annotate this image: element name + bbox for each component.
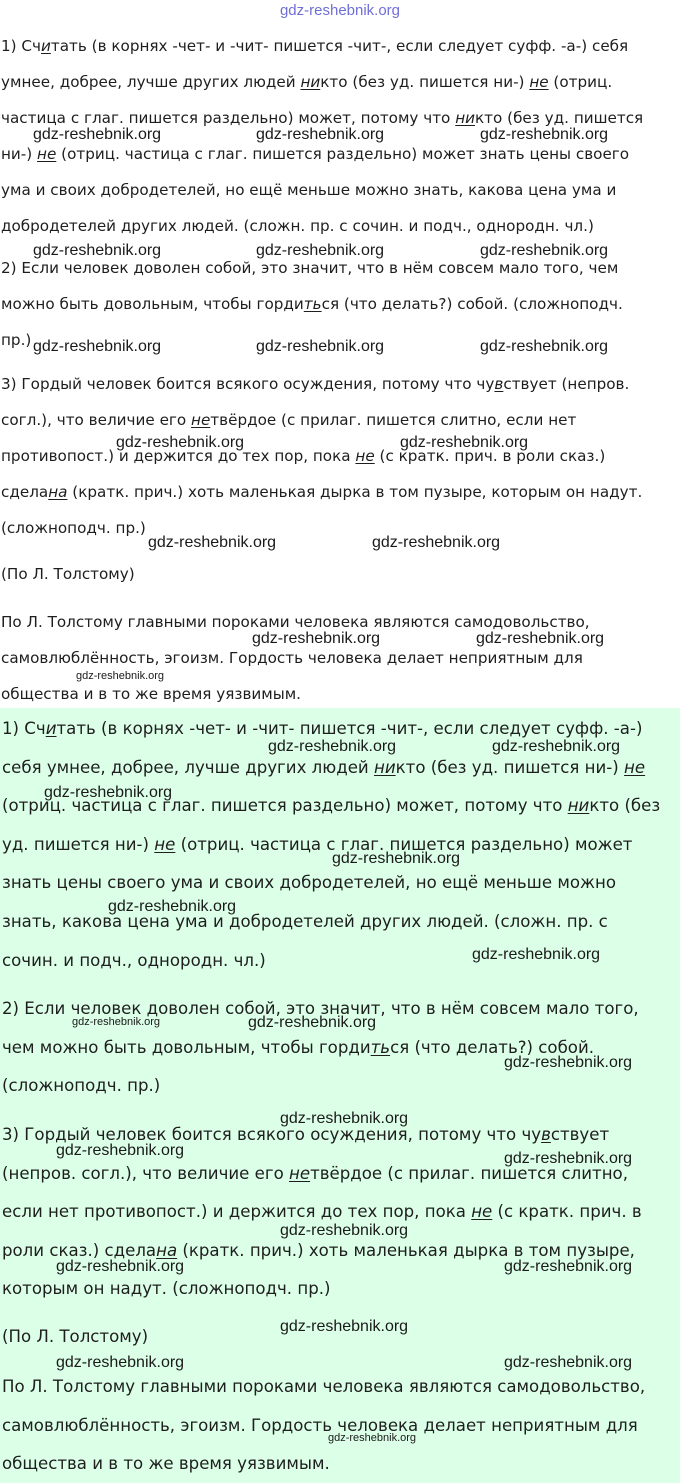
text-line: 3) Гордый человек боится всякого осуждения, потому что чувствует: [2, 1125, 610, 1144]
watermark: gdz-reshebnik.org: [328, 1432, 417, 1444]
highlighted-letter: ни: [567, 796, 590, 816]
highlighted-letter: не: [355, 447, 375, 465]
watermark: gdz-reshebnik.org: [248, 1014, 377, 1031]
highlighted-letter: не: [624, 757, 646, 777]
text-line: себя умнее, добрее, лучше других людей никто (без уд. пишется ни-) не: [2, 757, 646, 777]
watermark: gdz-reshebnik.org: [480, 242, 609, 259]
watermark: gdz-reshebnik.org: [504, 1054, 633, 1071]
watermark: gdz-reshebnik.org: [33, 338, 162, 355]
watermark: gdz-reshebnik.org: [252, 630, 381, 647]
highlighted-letter: ни: [455, 109, 475, 127]
text-line: 1) Считать (в корнях -чет- и -чит- пишется -чит-, если следует суфф. -а-): [2, 719, 643, 738]
watermark: gdz-reshebnik.org: [116, 434, 245, 451]
watermark: gdz-reshebnik.org: [472, 946, 601, 963]
text-line: добродетелей других людей. (сложн. пр. с сочин. и подч., однородн. чл.): [1, 217, 594, 235]
watermark: gdz-reshebnik.org: [504, 1354, 633, 1371]
highlighted-letter: не: [37, 145, 57, 163]
highlighted-letter: не: [289, 1163, 311, 1183]
highlighted-letter: ни: [300, 73, 321, 91]
watermark: gdz-reshebnik.org: [256, 126, 385, 143]
paragraph-2: [2, 990, 678, 1106]
highlighted-letter: и: [45, 719, 57, 738]
text-line: 1) Считать (в корнях -чет- и -чит- пишется -чит-, если следует суфф. -а-) себя: [1, 37, 629, 55]
text-line: сделана (кратк. прич.) хоть маленькая дырка в том пузыре, которым он надут.: [1, 483, 643, 501]
watermark: gdz-reshebnik.org: [33, 126, 162, 143]
highlighted-letter: на: [48, 483, 68, 501]
text-line: противопост.) и держится до тех пор, пока не (с кратк. прич. в роли сказ.): [1, 447, 606, 465]
text-line: 2) Если человек доволен собой, это значит, что в нём совсем мало того,: [2, 999, 639, 1018]
watermark: gdz-reshebnik.org: [476, 630, 605, 647]
highlighted-letter: не: [154, 834, 176, 854]
watermark: gdz-reshebnik.org: [372, 534, 501, 551]
text-line: (сложноподч. пр.): [1, 519, 146, 537]
watermark: gdz-reshebnik.org: [108, 898, 237, 915]
text-line: согл.), что величие его нетвёрдое (с прилаг. пишется слитно, если нет: [1, 411, 577, 429]
source-attribution: (По Л. Толстому): [2, 1327, 149, 1346]
watermark: gdz-reshebnik.org: [280, 1222, 409, 1239]
watermark: gdz-reshebnik.org: [56, 1142, 185, 1159]
watermark: gdz-reshebnik.org: [480, 338, 609, 355]
highlighted-letter: не: [191, 411, 211, 429]
text-line: общества и в то же время уязвимым.: [1, 685, 301, 703]
text-line: знать цены своего ума и своих добродетелей, но ещё меньше можно: [2, 873, 616, 893]
highlighted-letter: в: [541, 1125, 551, 1144]
highlighted-letter: и: [41, 37, 51, 55]
watermark: gdz-reshebnik.org: [72, 1016, 161, 1028]
text-line: сочин. и подч., однородн. чл.): [2, 950, 266, 970]
highlighted-letter: ть: [370, 1037, 391, 1057]
text-line: можно быть довольным, чтобы гордиться (что делать?) собой. (сложноподч.: [1, 295, 623, 313]
text-line: (непров. согл.), что величие его нетвёрдое (с прилаг. пишется слитно,: [2, 1163, 628, 1183]
paragraph-summary: [1, 604, 677, 712]
site-header: gdz-reshebnik.org: [279, 2, 401, 19]
highlighted-letter: в: [494, 375, 504, 393]
text-line: 2) Если человек доволен собой, это значит, что в нём совсем мало того, чем: [1, 259, 619, 277]
text-line: которым он надут. (сложноподч. пр.): [2, 1279, 331, 1299]
watermark: gdz-reshebnik.org: [33, 242, 162, 259]
text-line: По Л. Толстому главными пороками человека являются самодовольство,: [2, 1377, 646, 1396]
text-line: ума и своих добродетелей, но ещё меньше можно знать, какова цена ума и: [1, 181, 617, 199]
text-line: (сложноподч. пр.): [2, 1076, 161, 1096]
paragraph-3: [1, 366, 677, 546]
watermark: gdz-reshebnik.org: [400, 434, 529, 451]
text-line: роли сказ.) сделана (кратк. прич.) хоть маленькая дырка в том пузыре,: [2, 1240, 635, 1260]
source-attribution: (По Л. Толстому): [1, 565, 135, 583]
text-line: умнее, добрее, лучше других людей никто (без уд. пишется ни-) не (отриц.: [1, 73, 613, 91]
text-line: По Л. Толстому главными пороками человека являются самодовольство,: [1, 613, 590, 631]
watermark: gdz-reshebnik.org: [280, 1318, 409, 1335]
watermark: gdz-reshebnik.org: [268, 738, 397, 755]
text-line: частица с глаг. пишется раздельно) может, потому что никто (без уд. пишется: [1, 109, 644, 127]
text-line: пр.): [1, 331, 32, 349]
highlighted-letter: ни: [373, 757, 396, 777]
text-line: самовлюблённость, эгоизм. Гордость человека делает неприятным для: [2, 1415, 638, 1435]
watermark: gdz-reshebnik.org: [280, 1110, 409, 1127]
highlighted-letter: на: [156, 1240, 178, 1260]
watermark: gdz-reshebnik.org: [492, 738, 621, 755]
highlighted-letter: ть: [303, 295, 322, 313]
watermark: gdz-reshebnik.org: [148, 534, 277, 551]
watermark: gdz-reshebnik.org: [332, 850, 461, 867]
watermark: gdz-reshebnik.org: [480, 126, 609, 143]
watermark: gdz-reshebnik.org: [504, 1258, 633, 1275]
watermark: gdz-reshebnik.org: [256, 242, 385, 259]
watermark: gdz-reshebnik.org: [76, 670, 165, 682]
paragraph-summary: [2, 1368, 678, 1484]
text-line: ни-) не (отриц. частица с глаг. пишется раздельно) может знать цены своего: [1, 145, 630, 163]
text-line: уд. пишется ни-) не (отриц. частица с глаг. пишется раздельно) может: [2, 834, 633, 854]
watermark: gdz-reshebnik.org: [256, 338, 385, 355]
watermark: gdz-reshebnik.org: [56, 1354, 185, 1371]
highlighted-letter: не: [471, 1202, 493, 1222]
watermark: gdz-reshebnik.org: [504, 1150, 633, 1167]
text-line: 3) Гордый человек боится всякого осуждения, потому что чувствует (непров.: [1, 375, 630, 393]
text-line: (отриц. частица с глаг. пишется раздельно) может, потому что никто (без: [2, 796, 661, 816]
text-line: если нет противопост.) и держится до тех пор, пока не (с кратк. прич. в: [2, 1202, 642, 1222]
text-line: общества и в то же время уязвимым.: [2, 1454, 330, 1474]
watermark: gdz-reshebnik.org: [56, 1258, 185, 1275]
text-line: самовлюблённость, эгоизм. Гордость человека делает неприятным для: [1, 649, 583, 667]
text-line: знать, какова цена ума и добродетелей других людей. (сложн. пр. с: [2, 911, 608, 931]
watermark: gdz-reshebnik.org: [44, 784, 173, 801]
highlighted-letter: не: [529, 73, 549, 91]
text-line: чем можно быть довольным, чтобы гордиться (что делать?) собой.: [2, 1037, 595, 1057]
